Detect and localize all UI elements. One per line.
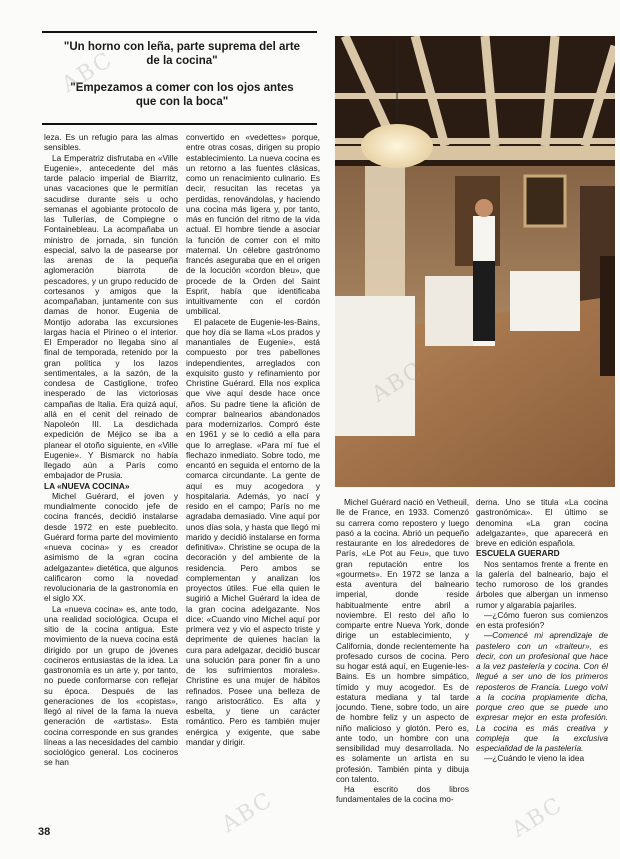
column-2-paragraph: El palacete de Eugenie-les-Bains, que hoy día se llama «Los prados y manantiales de Eugenie», está compuesto por tres pabellones independientes, arreglados con exquisito gusto y refinamiento por Christine Guérard. Ella nos explica que vive aquí desde hace once años. Su padre tiene la afición de comprar balnearios abandonados para modernizarlos. Compró éste en 1961 y se lo cedió a ella para que lo arreglase. «Para mí fue el flechazo inmediato. Sobre todo, me encantó en seguida el entorno de la comarca circundante. La gente de aquí es muy acogedora y hospitalaria. Además, yo nací y resido en el campo; París no me agradaba demasiado. Vine aquí por unos días sola, y hasta que llegó mi marido y decidió instalarse en forma definitiva». Christine se ocupa de la decoración y del ambiente de la residencia. Pero ambos se complementan y analizan los proyectos útiles. Fue ella quien le sugirió a Michel Guérard la idea de la gran cocina adelgazante. Nos dice: «Cuando vino Michel aquí por primera vez y vio el aspecto triste y deprimente de quienes hacían la cura para adelgazar, decidió buscar una solución para poner fin a uno de los sufrimientos morales». Christine es una mujer de hábitos refinados. Posee una belleza de rango aristocrático. Es alta y esbelta, y tiene un carácter romántico. Pero es también mujer enérgica y exigente, que sabe mandar y dirigir.	[186, 316, 320, 747]
watermark: ABC	[507, 792, 568, 843]
column-3	[336, 497, 469, 822]
pull-quote-eyes-line1: "Empezamos a comer con los ojos antes	[70, 82, 294, 94]
watermark: ABC	[57, 47, 118, 98]
interview-question: —¿Cómo fueron sus comienzos en esta profesión?	[476, 609, 608, 630]
watermark: ABC	[217, 787, 278, 838]
restaurant-dining-room-photo	[335, 36, 615, 487]
top-rule	[42, 31, 317, 33]
column-2-paragraph: convertido en «vedettes» porque, entre otras cosas, dirigen su propio establecimiento. La nueva cocina es un retorno a las fuentes clásicas, como un renacimiento culinario. Es decir, resucitan las recetas ya perdidas, renovándolas, y haciendo una cocina más ligera y, por tanto, más en función del ritmo de la vida actual. El hombre tiende a asociar la función de comer con el mito maternal. Un célebre gastrónomo francés aseguraba que en el origen de la locución «cordon bleu», que procede de la Orden del Saint Esprit, había que identificaba intuitivamente con el cordón umbilical.	[186, 132, 320, 317]
pull-quote-oven-line1: "Un horno con leña, parte suprema del arte	[63, 41, 301, 53]
page-number: 38	[38, 826, 51, 838]
pull-quote-oven-line2: de la cocina"	[146, 55, 218, 67]
column-4-paragraph: Nos sentamos frente a frente en la galería del balneario, bajo el techo rumoroso de los grandes árboles que albergan un inmenso rumor y algarabía pajariles.	[476, 558, 608, 610]
column-1-paragraph: leza. Es un refugio para las almas sensibles.	[44, 132, 178, 153]
column-3-paragraph: Ha escrito dos libros fundamentales de la cocina mo-	[336, 784, 469, 805]
column-1	[44, 132, 178, 818]
section-heading-nueva-cocina: LA «NUEVA COCINA»	[44, 480, 130, 491]
dining-room-illustration	[335, 36, 615, 487]
column-4	[476, 497, 608, 822]
interview-answer: —Comencé mi aprendizaje de pastelero con un «traiteur», es decir, con un profesional que hace a la vez pastelería y cocina. Con él llegué a ser uno de los primeros reposteros de Francia. Luego volví a la cocina propiamente dicha, porque creo que se puede uno expresar mejor en esta profesión. La cocina es más creativa y compleja que la exclusiva especialidad de la pastelería.	[476, 630, 608, 753]
pull-quote-eyes-line2: que con la boca"	[135, 96, 229, 108]
interview-question: —¿Cuándo le vieno la idea	[484, 753, 585, 764]
column-1-paragraph: La Emperatriz disfrutaba en «Ville Eugenie», antecedente del más tarde palacio imperial de Biarritz, unas vacaciones que le permitían sacudirse durante seis u ocho semanas el agobiante protocolo de las Tullerías, de Compiegne o Fontainebleau. La acompañaba un ministro de jornada, sin función especial, salvo la de pasearse por las arenas de la pequeña aglomeración biarrota de pescadores, y un grupo reducido de cortesanos y amigos que la acompañaban, juntamente con sus damas de honor. Eugenia de Montijo adoraba las excursiones largas hacia el Pirineo o el interior. El Emperador no llegaba sino al final de temporada, retenido por la gran política y los lazos sentimentales, a la sazón, de la condesa de Castiglione, trofeo inesperado de las victoriosas campañas de Italia. Era quizá aquí, allá en el cenit del reinado de Napoleón III. La desdichada expedición de Méjico se iba a planear el otoño siguiente, en «Ville Eugenie». Y Bismarck no había llegado aún a París como embajador de Prusia.	[44, 152, 178, 481]
column-2	[186, 132, 320, 818]
section-heading-escuela-guerard: ESCUELA GUERARD	[476, 548, 560, 559]
column-4-paragraph: derna. Uno se titula «La cocina gastronómica». El último se denomina «La gran cocina adelgazante», que aparecerá en breve en edición española.	[476, 497, 608, 548]
column-3-paragraph: Michel Guérard nació en Vetheuil, Ile de France, en 1933. Comenzó su carrera como repostero y luego pasó a la cocina. Abrió un pequeño restaurante en los alrededores de París, «Le Pot au Feu», que tuvo gran reputación entre los «gourmets». En 1972 se lanza a esta aventura del balneario imperial, donde reside habitualmente entre abril a noviembre. El resto del año lo comparte entre Nueva York, donde dirige un establecimiento, y California, donde recientemente ha profesado cursos de cocina. Pero su hogar está aquí, en Eugenie-les-Bains. Es un hombre simpático, tímido y muy acogedor. Es de estatura mediana y tal tarde jocundo. Tiene, sobre todo, un aire de hombre feliz y un aspecto de niño malicioso y glotón. Pero es, ante todo, un hombre con una sensibilidad muy desarrollada. No es solamente un artista en su profesión. También pinta y dibuja con talento.	[336, 497, 469, 784]
watermark: ABC	[367, 357, 428, 408]
column-1-paragraph: Michel Guérard, el joven y mundialmente conocido jefe de cocina francés, decidió instalarse desde 1972 en este pueblecito. Guérard forma parte del movimiento «nueva cocina» y es creador asimismo de la «gran cocina adelgazante» dietética, que algunos calificaron como la novedad revolucionaria de la gastronomía en el siglo XX.	[44, 490, 178, 604]
column-1-paragraph: La «nueva cocina» es, ante todo, una realidad sociológica. Ocupa el sitio de la cocina antigua. Este movimiento de la nueva cocina está dirigido por un grupo de jóvenes cocineros entusiastas de la idea. La gastronomía es un arte y, por tanto, no puede conformarse con reflejar su época. Después de las generaciones de los «copistas», llegó al nivel de la fama la nueva generación de «artistas». Esta cocina corresponde en sus grandes líneas a las necesidades del cambio sociológico general. Los cocineros se han	[44, 603, 178, 768]
headline-rule	[42, 123, 317, 125]
